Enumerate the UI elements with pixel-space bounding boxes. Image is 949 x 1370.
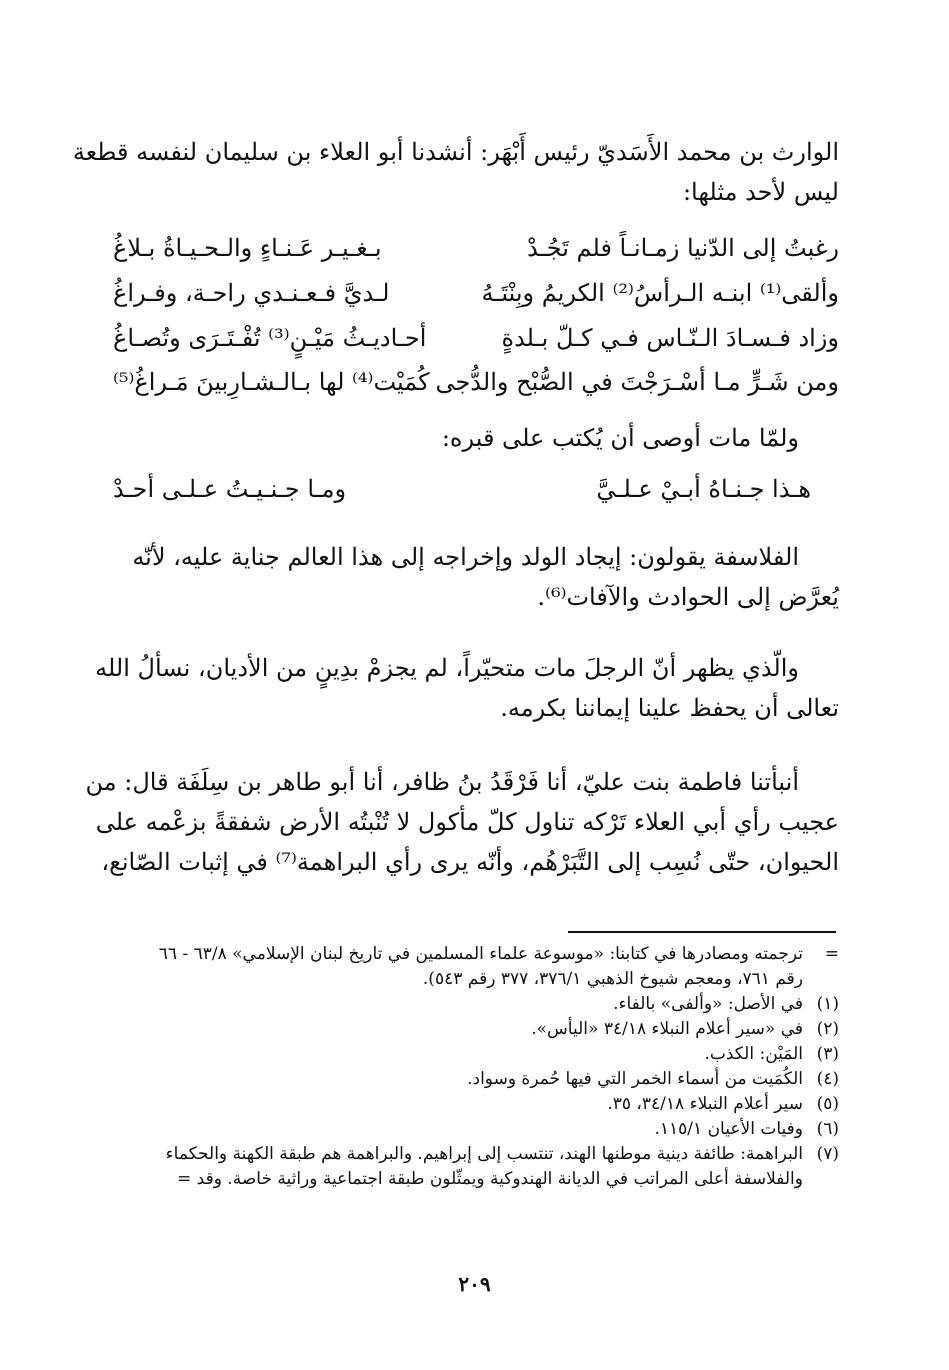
- verse-first-hemistich: وألقى⁽¹⁾ ابنـه الـرأسُ⁽²⁾ الكريمُ وبِنْتَـهُ: [481, 279, 839, 307]
- footnote-line: ترجمته ومصادرها في كتابنا: «موسوعة علماء المسلمين في تاريخ لبنان الإسلامي» ٦٣/٨ - ٦٦: [158, 944, 803, 964]
- verse-second-hemistich: لـديَّ فـعـنـدي راحـة، وفـراغُ: [113, 279, 390, 307]
- footnote-line: سير أعلام النبلاء ٣٤/١٨، ٣٥.: [607, 1094, 803, 1114]
- paragraph-line: أنبأتنا فاطمة بنت عليّ، أنا فَرْقَدُ بنُ ظافر، أنا أبو طاهر بن سِلَفَة قال: من: [85, 768, 799, 796]
- footnote-line: البراهمة: طائفة دينية موطنها الهند، تنتسب إلى إبراهيم. والبراهمة هم طبقة الكهنة والحكماء: [165, 1144, 803, 1164]
- footnote-text: [109, 1017, 803, 1042]
- epitaph-intro: [113, 418, 799, 458]
- footnote-2: [109, 1017, 839, 1042]
- footnote-mark: (١): [816, 994, 839, 1014]
- epitaph-second-hemistich: ومـا جـنـيـتُ عـلـى أحـدْ: [113, 475, 347, 503]
- footnote-mark: (٧): [816, 1144, 839, 1164]
- poem-verse: [113, 364, 839, 400]
- verse-first-hemistich: رغبتُ إلى الدّنيا زمـانـاً فلم تَجُـدْ: [527, 234, 839, 262]
- footnote-mark: (٦): [816, 1119, 839, 1139]
- footnote-6: [109, 1117, 839, 1142]
- verse-second-hemistich: أحـاديـثُ مَيْـنٍ⁽³⁾ تُفْـتَـرَى وتُصـاغُ: [113, 324, 427, 352]
- footnote-mark: (٣): [816, 1044, 839, 1064]
- epitaph-first-hemistich: هـذا جـنـاهُ أبـيْ عـلـيَّ: [596, 475, 811, 503]
- footnote-mark: (٤): [816, 1069, 839, 1089]
- footnote-line: الكُمَيت من أسماء الخمر التي فيها حُمرة وسواد.: [467, 1069, 803, 1089]
- paragraph-line: الفلاسفة يقولون: إيجاد الولد وإخراجه إلى هذا العالم جناية عليه، لأنّه: [132, 543, 799, 571]
- footnote-mark: =: [824, 944, 839, 964]
- footnote-mark: (٥): [816, 1094, 839, 1114]
- poem-verse: [113, 320, 839, 356]
- footnote-line: في الأصل: «وألفى» بالفاء.: [613, 994, 803, 1014]
- footnote-text: [109, 1092, 803, 1117]
- footnote-text: [109, 1117, 803, 1142]
- footnote-1: [109, 992, 839, 1017]
- narration-paragraph: [85, 762, 839, 882]
- intro-paragraph: [72, 132, 839, 212]
- page-number: ٢٠٩: [458, 1272, 491, 1296]
- footnote-line: وفيات الأعيان ١١٥/١.: [654, 1119, 803, 1139]
- epitaph-intro-line: ولمّا مات أوصى أن يُكتب على قبره:: [441, 424, 799, 452]
- poem-verse: [113, 230, 839, 266]
- epitaph-verse: [113, 471, 839, 507]
- footnote-line: رقم ٧٦١، ومعجم شيوخ الذهبي ٣٧٦/١، ٣٧٧ رقم ٥٤٣).: [422, 969, 803, 989]
- verse-second-hemistich: بـغـيـر عَـنـاءٍ والـحـيـاةُ بـلاغُ: [113, 234, 382, 262]
- footnote-7: [109, 1142, 839, 1192]
- footnote-3: [109, 1042, 839, 1067]
- footnote-text: [109, 942, 803, 992]
- footnote-5: [109, 1092, 839, 1117]
- poem-verse: [113, 275, 839, 311]
- footnote-text: [109, 992, 803, 1017]
- footnote-line: المَيْن: الكذب.: [704, 1044, 803, 1064]
- philosophers-paragraph: [113, 537, 839, 617]
- verse-first-hemistich: وزاد فـسـادَ الـنّـاس فـي كـلّ بـلدةٍ: [501, 324, 839, 352]
- verse-second-hemistich: كُمَيْت⁽⁴⁾ لها بـالـشـارِبينَ مَـراغُ⁽⁵⁾: [113, 368, 430, 396]
- intro-line: ليس لأحد مثلها:: [682, 178, 839, 206]
- intro-line: الوارث بن محمد الأَسَديّ رئيس أَبْهَر: أنشدنا أبو العلاء بن سليمان لنفسه قطعة: [72, 138, 839, 166]
- footnote-mark: (٢): [816, 1019, 839, 1039]
- footnote-4: [109, 1067, 839, 1092]
- conclusion-paragraph: [95, 648, 839, 728]
- paragraph-line: يُعرَّض إلى الحوادث والآفات⁽⁶⁾.: [537, 583, 839, 611]
- verse-first-hemistich: ومن شَـرٍّ مـا أسْـرَجْتَ في الصُّبْح والدُّجى: [435, 368, 839, 396]
- footnote-line: في «سير أعلام النبلاء ٣٤/١٨ «اليأس».: [531, 1019, 803, 1039]
- footnote-text: [109, 1067, 803, 1092]
- paragraph-line: والّذي يظهر أنّ الرجلَ مات متحيّراً، لم يجزمْ بدِينٍ من الأديان، نسألُ الله: [95, 654, 799, 682]
- footnote-separator: [568, 931, 836, 933]
- footnote-text: [109, 1042, 803, 1067]
- paragraph-line: تعالى أن يحفظ علينا إيماننا بكرمه.: [500, 694, 839, 722]
- footnote-line: والفلاسفة أعلى المراتب في الديانة الهندوكية ويمثّلون طبقة اجتماعية وراثية خاصة. وقد =: [177, 1169, 803, 1189]
- paragraph-line: الحيوان، حتّى نُسِب إلى التَّبَرْهُم، وأنّه يرى رأي البراهمة⁽⁷⁾ في إثبات الصّانع،: [101, 848, 839, 876]
- paragraph-line: عجيب رأي أبي العلاء تَرْكه تناول كلّ مأكول لا تُنْبتُه الأرض شفقةً بزعْمه على: [95, 808, 839, 836]
- footnote-continuation: [109, 942, 839, 992]
- footnote-text: [109, 1142, 803, 1192]
- footnotes: [109, 942, 839, 1192]
